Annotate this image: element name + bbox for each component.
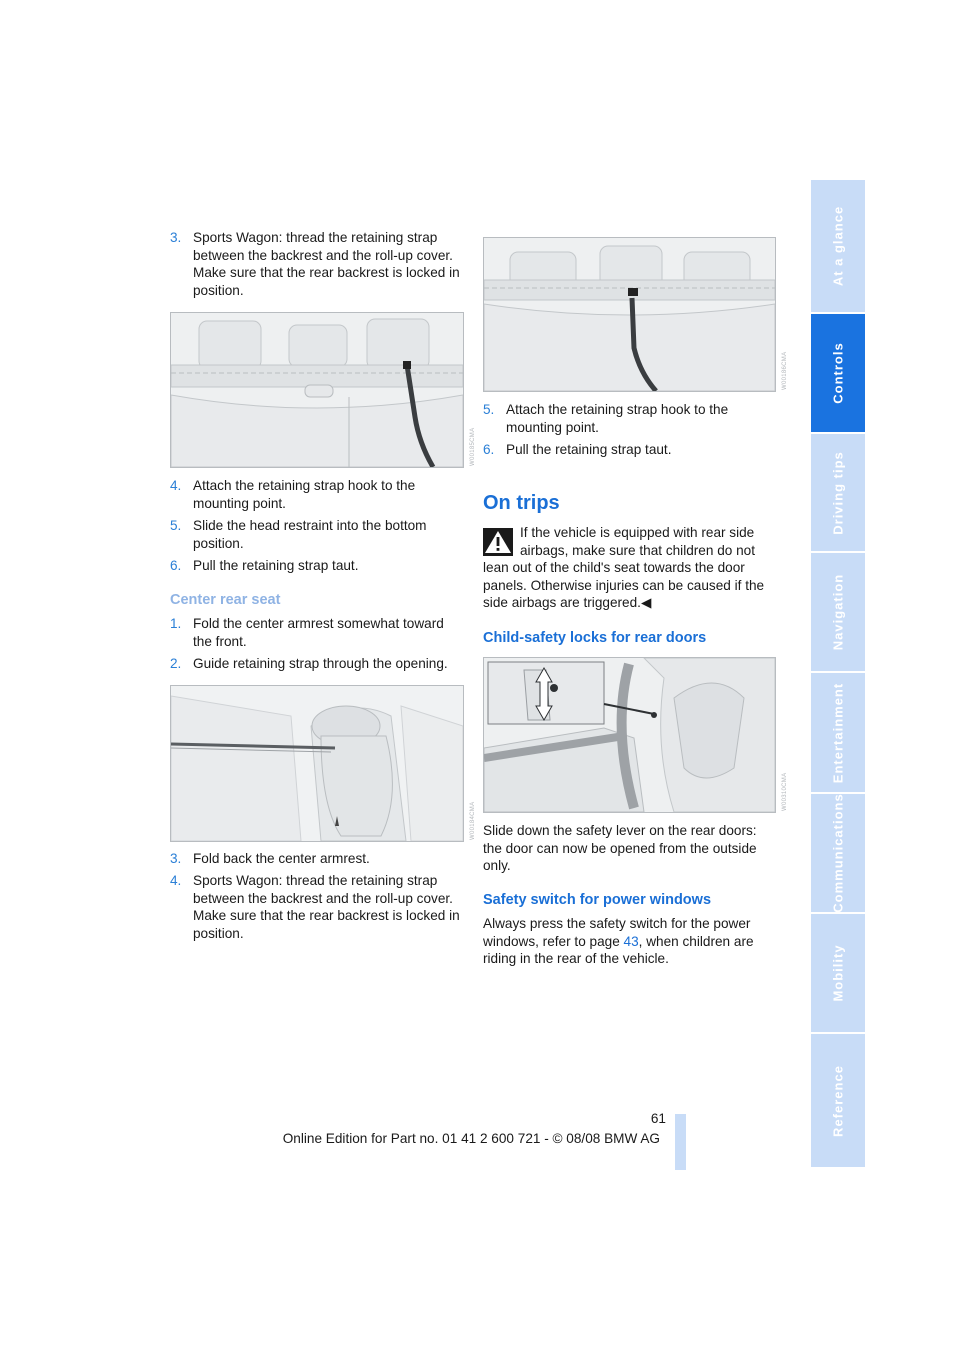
tab-entertainment[interactable]	[811, 673, 865, 792]
chapter-tabs	[811, 180, 865, 1167]
footer-bar	[675, 1114, 686, 1170]
tab-label: Driving tips	[830, 450, 846, 535]
figure-rear-seat-strap-2	[483, 237, 776, 392]
tab-label: Mobility	[830, 944, 846, 1002]
step-text: Pull the retaining strap taut.	[193, 558, 359, 573]
safety-switch-text-after: , when children are riding in the rear of the vehicle.	[483, 933, 754, 966]
step-number: 1.	[170, 616, 182, 631]
step-number: 5.	[170, 518, 182, 533]
warning-icon	[483, 528, 513, 556]
page-number: 61	[650, 1111, 666, 1126]
step-text: Fold the center armrest somewhat toward the front.	[193, 616, 444, 649]
step-text: Pull the retaining strap taut.	[506, 442, 672, 457]
warning-text: lean out of the child's seat towards the door panels. Otherwise injuries can be caused if the side airbags are triggered.	[483, 560, 765, 610]
step-text: Sports Wagon: thread the retaining strap between the backrest and the roll-up cover. Make sure that the rear backrest is locked in position.	[193, 230, 460, 298]
tab-mobility[interactable]	[811, 914, 865, 1032]
tab-label: At a glance	[830, 205, 846, 287]
figure-code: W00186CMA	[782, 351, 788, 390]
armrest-illustration	[171, 686, 463, 841]
step-number: 5.	[483, 402, 495, 417]
figure-code: W00185CMA	[470, 427, 476, 466]
figure-code: W00310CMA	[782, 772, 788, 811]
step-text: Attach the retaining strap hook to the mounting point.	[506, 402, 729, 435]
step-number: 6.	[170, 558, 182, 573]
section-heading-on-trips: On trips	[483, 492, 560, 514]
page-link-43[interactable]: 43	[623, 933, 639, 949]
figure-rear-seat-strap	[170, 312, 464, 468]
tab-navigation[interactable]	[811, 553, 865, 671]
end-mark-icon: ◀	[640, 595, 652, 610]
step-number: 3.	[170, 851, 182, 866]
safety-switch-text-before: Always press the safety switch for the power windows, refer to page	[483, 916, 751, 949]
step-number: 6.	[483, 442, 495, 457]
tab-driving-tips[interactable]	[811, 434, 865, 551]
tab-label: Navigation	[830, 573, 846, 651]
child-locks-text: Slide down the safety lever on the rear doors: the door can now be opened from the outside only.	[483, 823, 757, 873]
safety-switch-text	[483, 915, 775, 968]
section-heading-center-rear-seat: Center rear seat	[170, 592, 281, 608]
step-text: Sports Wagon: thread the retaining strap between the backrest and the roll-up cover. Make sure that the rear backrest is locked in position.	[193, 873, 460, 941]
warning-text-first: If the vehicle is equipped with rear side airbags, make sure that children do not	[520, 525, 756, 558]
tab-label: Reference	[830, 1064, 846, 1137]
seat-illustration	[484, 238, 775, 391]
figure-child-safety-lock	[483, 657, 776, 813]
tab-label: Entertainment	[830, 682, 846, 783]
tab-at-a-glance[interactable]	[811, 180, 865, 312]
tab-reference[interactable]	[811, 1034, 865, 1167]
section-heading-safety-switch: Safety switch for power windows	[483, 892, 712, 908]
door-lock-illustration	[484, 658, 775, 812]
step-text: Fold back the center armrest.	[193, 851, 370, 866]
step-text: Guide retaining strap through the opening.	[193, 656, 448, 671]
figure-center-armrest	[170, 685, 464, 842]
warning-text-rest	[483, 559, 775, 612]
tab-label: Controls	[830, 342, 846, 404]
tab-label: Communications	[830, 793, 846, 913]
step-number: 4.	[170, 873, 182, 888]
section-heading-child-safety-locks: Child-safety locks for rear doors	[483, 630, 707, 646]
tab-communications[interactable]	[811, 794, 865, 912]
step-number: 3.	[170, 230, 182, 245]
footer-edition: Online Edition for Part no. 01 41 2 600 721 - © 08/08 BMW AG	[282, 1131, 660, 1146]
seat-illustration	[171, 313, 463, 467]
step-number: 4.	[170, 478, 182, 493]
step-text: Slide the head restraint into the bottom position.	[193, 518, 427, 551]
step-number: 2.	[170, 656, 182, 671]
tab-controls[interactable]	[811, 314, 865, 432]
figure-code: W00184CMA	[470, 801, 476, 840]
step-text: Attach the retaining strap hook to the mounting point.	[193, 478, 416, 511]
